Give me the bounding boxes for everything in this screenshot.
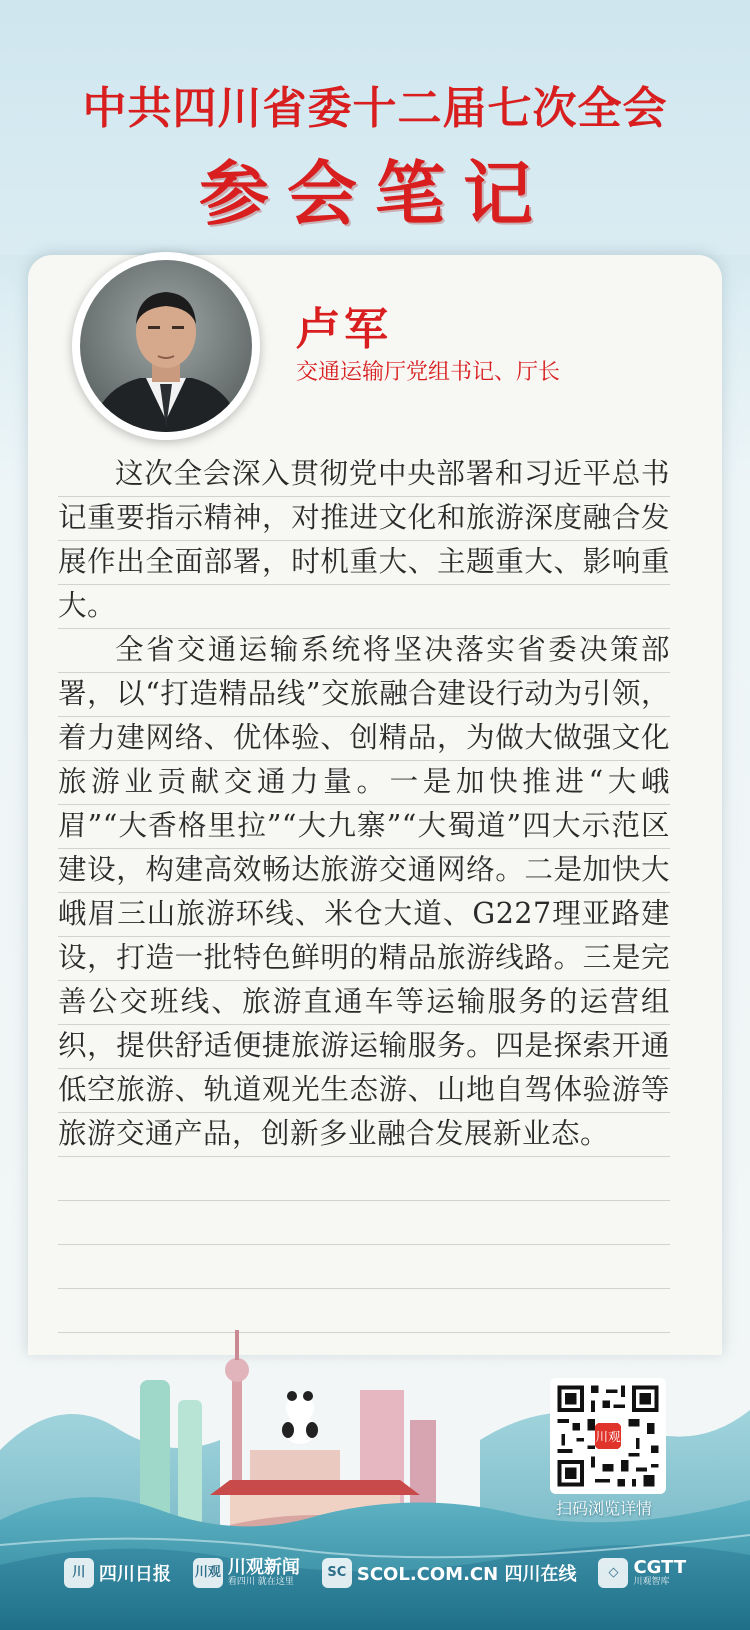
notes-paragraph-2: 全省交通运输系统将坚决落实省委决策部署，以“打造精品线”交旅融合建设行动为引领，着力建网络、优体验、创精品，为做大做强文化旅游业贡献交通力量。一是加快推进“大峨眉”“大香格里拉”“大九寨”“大蜀道”四大示范区建设，构建高效畅达旅游交通网络。二是加快大峨眉三山旅游环线、米仓大道、G227理亚路建设，打造一批特色鲜明的精品旅游线路。三是完善公交班线、旅游直通车等运输服务的运营组织，提供舒适便捷旅游运输服务。四是探索开通低空旅游、轨道观光生态游、山地自驾体验游等旅游交通产品，创新多业融合发展新业态。 bbox=[58, 633, 670, 1150]
qr-caption: 扫码浏览详情 bbox=[555, 1499, 652, 1518]
qr-code[interactable] bbox=[550, 1378, 666, 1494]
sichuan-daily-logo-text: 四川日报 bbox=[98, 1564, 171, 1585]
person-name: 卢军 bbox=[296, 304, 392, 355]
person-title: 交通运输厅党组书记、厅长 bbox=[296, 360, 561, 385]
portrait-avatar bbox=[72, 252, 260, 440]
ruled-line bbox=[58, 1200, 670, 1201]
cgtt-logo-text: CGTT bbox=[633, 1557, 687, 1579]
cgtt-logo-tagline: 川观智库 bbox=[633, 1576, 670, 1587]
banner-title: 中共四川省委十二届七次全会 bbox=[82, 83, 668, 134]
chuanguan-logo-text: 川观新闻 bbox=[227, 1557, 300, 1579]
banner-subtitle: 参会笔记 bbox=[199, 152, 551, 235]
chuanguan-news-logo[interactable] bbox=[193, 1558, 300, 1588]
qr-center-label: 川观 bbox=[595, 1428, 621, 1444]
footer-logos bbox=[0, 1548, 750, 1598]
scol-logo[interactable] bbox=[322, 1558, 577, 1588]
ruled-line bbox=[58, 1156, 670, 1157]
scol-logo-text: SCOL.COM.CN 四川在线 bbox=[356, 1564, 577, 1585]
sichuan-daily-logo-mark: 川 bbox=[64, 1558, 94, 1588]
notes-paragraph-1: 这次全会深入贯彻党中央部署和习近平总书记重要指示精神，对推进文化和旅游深度融合发展作出全面部署，时机重大、主题重大、影响重大。 bbox=[58, 457, 670, 622]
notes-body bbox=[58, 452, 670, 1156]
cgtt-logo-mark: ◇ bbox=[598, 1558, 628, 1588]
portrait-illustration bbox=[80, 260, 252, 432]
ruled-line bbox=[58, 1288, 670, 1289]
ruled-line bbox=[58, 1244, 670, 1245]
chuanguan-logo-mark: 川观 bbox=[193, 1558, 223, 1588]
qr-code-icon bbox=[554, 1382, 662, 1490]
sichuan-daily-logo[interactable] bbox=[64, 1558, 171, 1588]
chuanguan-logo-tagline: 看四川 就在这里 bbox=[227, 1576, 294, 1587]
cgtt-logo[interactable] bbox=[598, 1558, 686, 1588]
scol-logo-mark: SC bbox=[322, 1558, 352, 1588]
